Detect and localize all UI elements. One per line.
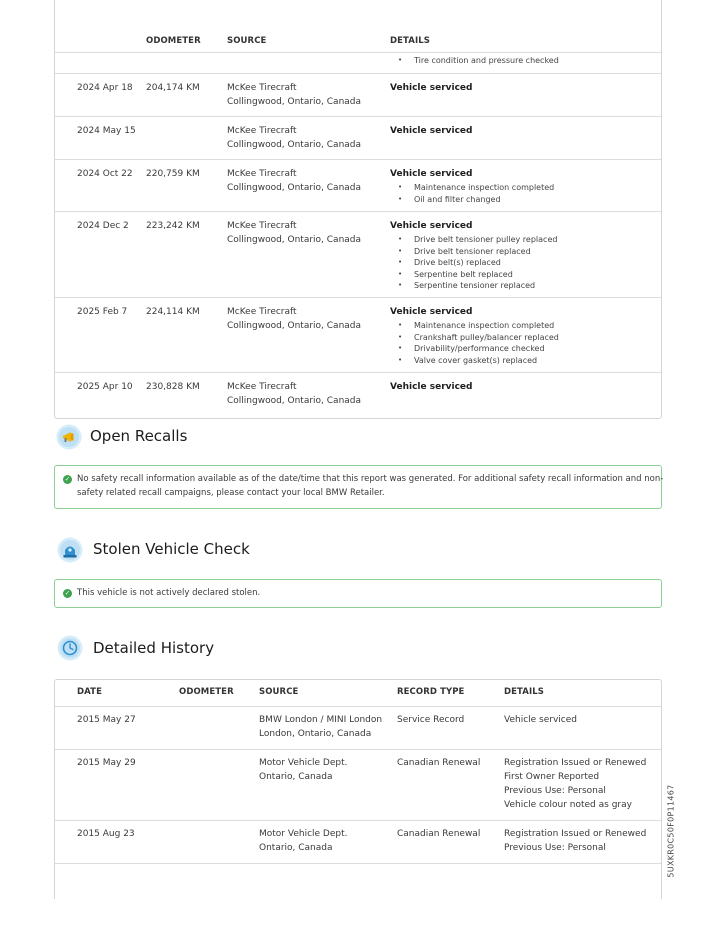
bullet-item: • Valve cover gasket(s) replaced [390,355,559,367]
details-header: DETAILS [390,36,430,46]
bullet-item: • Crankshaft pulley/balancer replaced [390,332,559,344]
source-location: Collingwood, Ontario, Canada [227,140,362,150]
row-date: 2015 Aug 23 [77,829,135,839]
row-record-type: Canadian Renewal [397,829,481,839]
bullet-item: • Maintenance inspection completed [390,320,559,332]
detail-line: Previous Use: Personal [504,843,606,853]
detail-line: Previous Use: Personal [504,786,606,796]
row-date: 2024 Dec 2 [77,221,129,231]
row-record-type: Service Record [397,715,465,725]
row-divider [55,749,661,750]
record-type-header: RECORD TYPE [397,687,465,697]
row-detail: Vehicle serviced [390,221,473,231]
side-vin-text: 5UXKR0C50F0P11467 [666,784,676,878]
row-source [259,756,347,784]
bullet-item: • Serpentine tensioner replaced [390,280,557,292]
row-details [504,713,577,727]
row-odometer: 223,242 KM [146,221,200,231]
row-odometer: 230,828 KM [146,382,200,392]
row-details [504,756,646,812]
bullet-item: • Drive belt(s) replaced [390,257,557,269]
row-divider [55,372,661,373]
source-location: Collingwood, Ontario, Canada [227,183,362,193]
source-name: McKee Tirecraft [227,169,297,179]
source-name: Motor Vehicle Dept. [259,758,348,768]
row-details [504,827,646,855]
row-divider [55,73,661,74]
source-location: Collingwood, Ontario, Canada [227,97,362,107]
header-divider [55,52,661,53]
bullet-item: • Drivability/performance checked [390,343,559,355]
open-recalls-title: Open Recalls [90,427,188,445]
detail-line: Vehicle colour noted as gray [504,800,632,810]
row-date: 2024 Oct 22 [77,169,133,179]
source-location: London, Ontario, Canada [259,729,372,739]
row-detail: Vehicle serviced [390,169,473,179]
history-clock-icon [57,635,83,661]
side-vin-label [664,786,678,876]
row-source [227,380,361,408]
row-source [227,219,361,247]
service-history-table [54,0,662,419]
odometer-header: ODOMETER [179,687,234,697]
carryover-bullet-list [390,55,559,67]
row-detail: Vehicle serviced [390,307,473,317]
detailed-history-title: Detailed History [93,639,215,657]
row-odometer: 220,759 KM [146,169,200,179]
row-date: 2025 Apr 10 [77,382,133,392]
detail-line: Vehicle serviced [504,715,577,725]
row-divider [55,116,661,117]
source-name: McKee Tirecraft [227,126,297,136]
source-name: Motor Vehicle Dept. [259,829,348,839]
megaphone-icon [56,424,82,450]
row-source [227,167,361,195]
row-divider [55,211,661,212]
row-source [259,713,382,741]
check-circle-icon: ✓ [64,589,71,597]
row-source [227,81,361,109]
bullet-item: • Maintenance inspection completed [390,182,554,194]
recall-notice-line: No safety recall information available as of the date/time that this report was generated. For additional safety recall information and non- [77,474,664,484]
stolen-notice-text: This vehicle is not actively declared stolen. [77,588,261,598]
bullet-item: • Drive belt tensioner pulley replaced [390,234,557,246]
row-odometer: 224,114 KM [146,307,200,317]
source-location: Ontario, Canada [259,843,333,853]
row-date: 2015 May 27 [77,715,136,725]
source-name: McKee Tirecraft [227,83,297,93]
row-date: 2015 May 29 [77,758,136,768]
row-source [227,305,361,333]
siren-icon [57,537,83,563]
source-location: Collingwood, Ontario, Canada [227,235,362,245]
odometer-header: ODOMETER [146,36,201,46]
row-detail: Vehicle serviced [390,126,473,136]
bullet-item: • Tire condition and pressure checked [390,55,559,67]
detail-bullet-list [390,234,557,292]
row-detail: Vehicle serviced [390,382,473,392]
row-divider [55,159,661,160]
row-source [259,827,347,855]
recall-notice [54,465,662,509]
source-location: Collingwood, Ontario, Canada [227,321,362,331]
date-header: DATE [77,687,102,697]
source-header: SOURCE [259,687,299,697]
detail-line: Registration Issued or Renewed [504,829,647,839]
source-location: Ontario, Canada [259,772,333,782]
recall-notice-line: safety related recall campaigns, please contact your local BMW Retailer. [77,488,385,498]
row-date: 2024 Apr 18 [77,83,133,93]
row-record-type: Canadian Renewal [397,758,481,768]
source-name: McKee Tirecraft [227,382,297,392]
detail-bullet-list [390,320,559,366]
row-source [227,124,361,152]
detail-line: Registration Issued or Renewed [504,758,647,768]
detail-line: First Owner Reported [504,772,600,782]
header-divider [55,706,661,707]
bullet-item: • Serpentine belt replaced [390,269,557,281]
source-location: Collingwood, Ontario, Canada [227,396,362,406]
source-name: McKee Tirecraft [227,221,297,231]
source-header: SOURCE [227,36,267,46]
stolen-check-title: Stolen Vehicle Check [93,540,250,558]
source-name: McKee Tirecraft [227,307,297,317]
row-detail: Vehicle serviced [390,83,473,93]
bullet-item: • Oil and filter changed [390,194,554,206]
source-name: BMW London / MINI London [259,715,383,725]
check-circle-icon: ✓ [64,475,71,483]
row-divider [55,297,661,298]
row-date: 2024 May 15 [77,126,136,136]
row-divider [55,820,661,821]
row-date: 2025 Feb 7 [77,307,128,317]
bullet-item: • Drive belt tensioner replaced [390,246,557,258]
stolen-notice [54,579,662,608]
detail-bullet-list [390,182,554,205]
detailed-history-table [54,679,662,899]
row-divider [55,863,661,864]
row-odometer: 204,174 KM [146,83,200,93]
details-header: DETAILS [504,687,544,697]
